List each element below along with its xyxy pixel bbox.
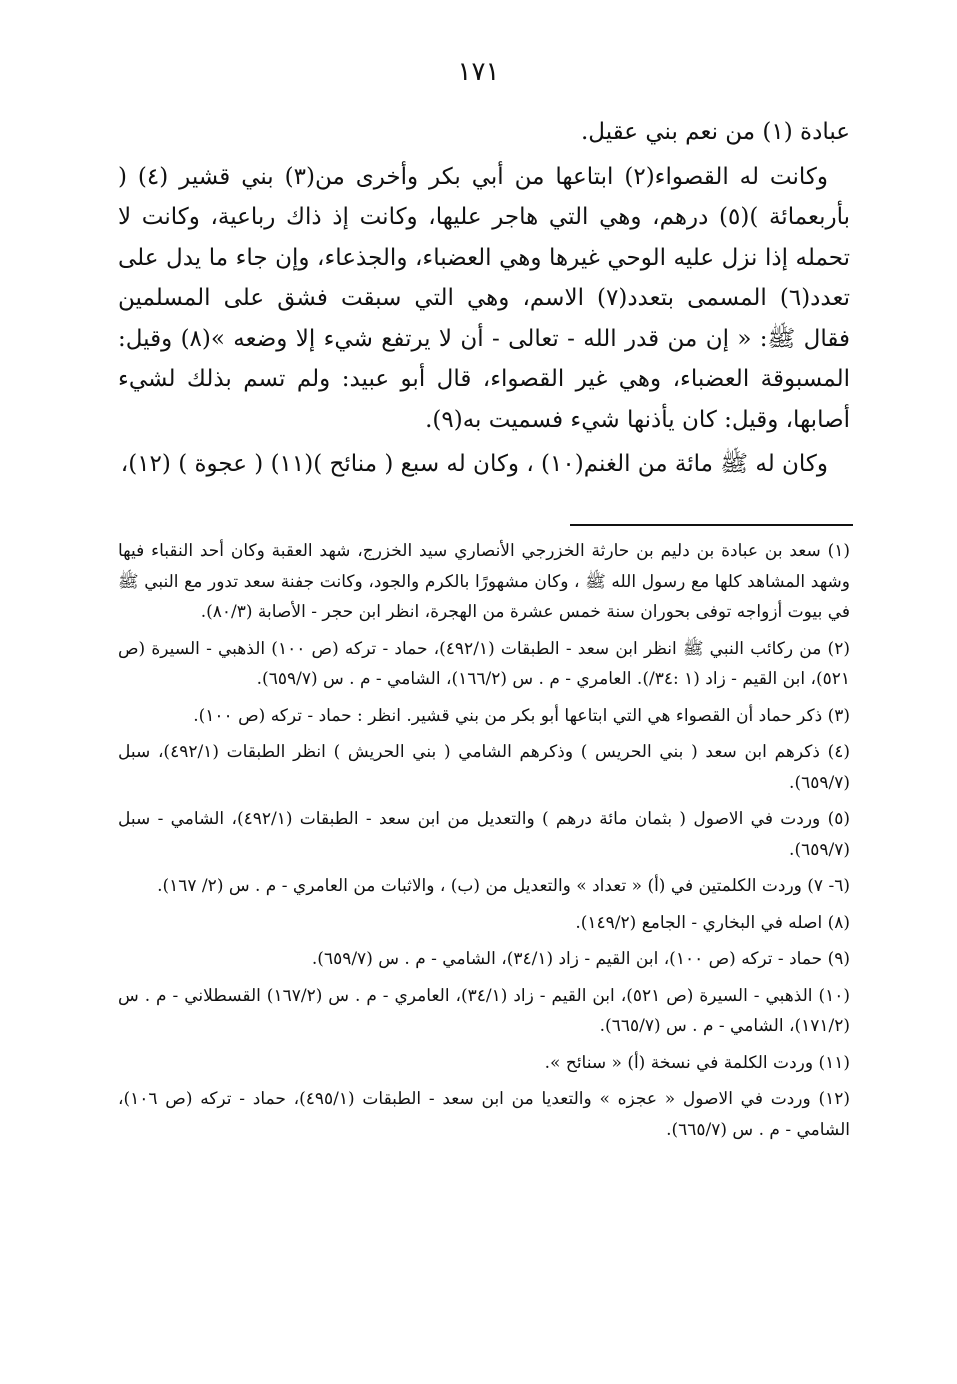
footnote: (٩) حماد - تركه (ص ١٠٠)، ابن القيم - زاد (٣٤/١)، الشامي - م . س (٦٥٩/٧). [311,949,850,969]
footnote: (١٢) وردت في الاصول « عجزه » والتعديا من ابن سعد - الطبقات (٤٩٥/١)، حماد - تركه (ص ١٠٦)، الشامي - م . س (٦٦٥/٧). [118,1089,850,1140]
footnotes-section [118,536,850,1151]
footnote: (٣) ذكر حماد أن القصواء هي التي ابتاعها أبو بكر من بني قشير. انظر : حماد - تركه (ص ١٠٠). [193,705,850,726]
footnote: (٥) وردت في الاصول ( بثمان مائة درهم ) والتعديل من ابن سعد - الطبقات (٤٩٢/١)، الشامي - سبل (٦٥٩/٧). [118,809,850,860]
footnote: (١١) وردت الكلمة في نسخة (أ) « سنائح ». [544,1052,850,1073]
page-number: ١٧١ [457,57,500,87]
footnote: (٨) اصله في البخاري - الجامع (١٤٩/٢). [575,912,850,933]
body-paragraph: وكانت له القصواء(٢) ابتاعها من أبي بكر وأخرى من(٣) بني قشير (٤) ( بأربعمائة )(٥) درهم، وهي التي هاجر عليها، وكانت إذ ذاك رباعية، وكانت لا تحمله إذا نزل عليه الوحي غيرها وهي العضباء، والجذعاء، وإن جاء ما يدل على تعدد(٦) المسمى بتعدد(٧) الاسم، وهي التي سبقت فشق على المسلمين فقال ﷺ: « إن من قدر الله - تعالى - أن لا يرتفع شيء إلا وضعه »(٨) وقيل: المسبوقة العضباء، وهي غير القصواء، قال أبو عبيد: ولم تسم بذلك لشيء أصابها، وقيل: كان يأذنها شيء فسميت به(٩). [118,163,851,433]
footnote: (١٠) الذهبي - السيرة (ص ٥٢١)، ابن القيم - زاد (٣٤/١)، العامري - م . س (١٦٧/٢) القسطلاني - م . س (١٧١/٢)، الشامي - م . س (٦٦٥/٧). [118,985,851,1036]
footnote: (٤) ذكرهم ابن سعد ( بني الحريس ) وذكرهم الشامي ( بني الحريش ) انظر الطبقات (٤٩٢/١)، سبل (٦٥٩/٧). [118,742,850,793]
footnote-divider [570,524,853,526]
footnote: (١) سعد بن عبادة بن دليم بن حارثة الخزرجي الأنصاري سيد الخزرج، شهد العقبة وكان أحد النقباء فيها وشهد المشاهد كلها مع رسول الله ﷺ ، وكان مشهورًا بالكرم والجود، وكانت جفنة سعد تدور مع النبي ﷺ في بيوت أزواجه توفى بحوران سنة خمس عشرة من الهجرة، انظر ابن حجر - الأصابة (٨٠/٣). [118,541,850,622]
main-body-text [118,112,850,485]
footnote: (٢) من ركائب النبي ﷺ انظر ابن سعد - الطبقات (٤٩٢/١)، حماد - تركه (ص ١٠٠) الذهبي - السيرة (ص ٥٢١)، ابن القيم - زاد (١ :٣٤/). العامري - م . س (١٦٦/٢)، الشامي - م . س (٦٥٩/٧). [118,638,850,689]
body-paragraph: وكان له ﷺ مائة من الغنم(١٠) ، وكان له سبع ( منائح )(١١) ( عجوة ) (١٢)، [120,451,828,477]
body-paragraph: عبادة (١) من نعم بني عقيل. [581,119,850,145]
footnote: (٦- ٧) وردت الكلمتين في (أ) « تعداد » والتعديل من (ب) ، والاثبات من العامري - م . س (٢/ ١٦٧). [157,876,850,896]
